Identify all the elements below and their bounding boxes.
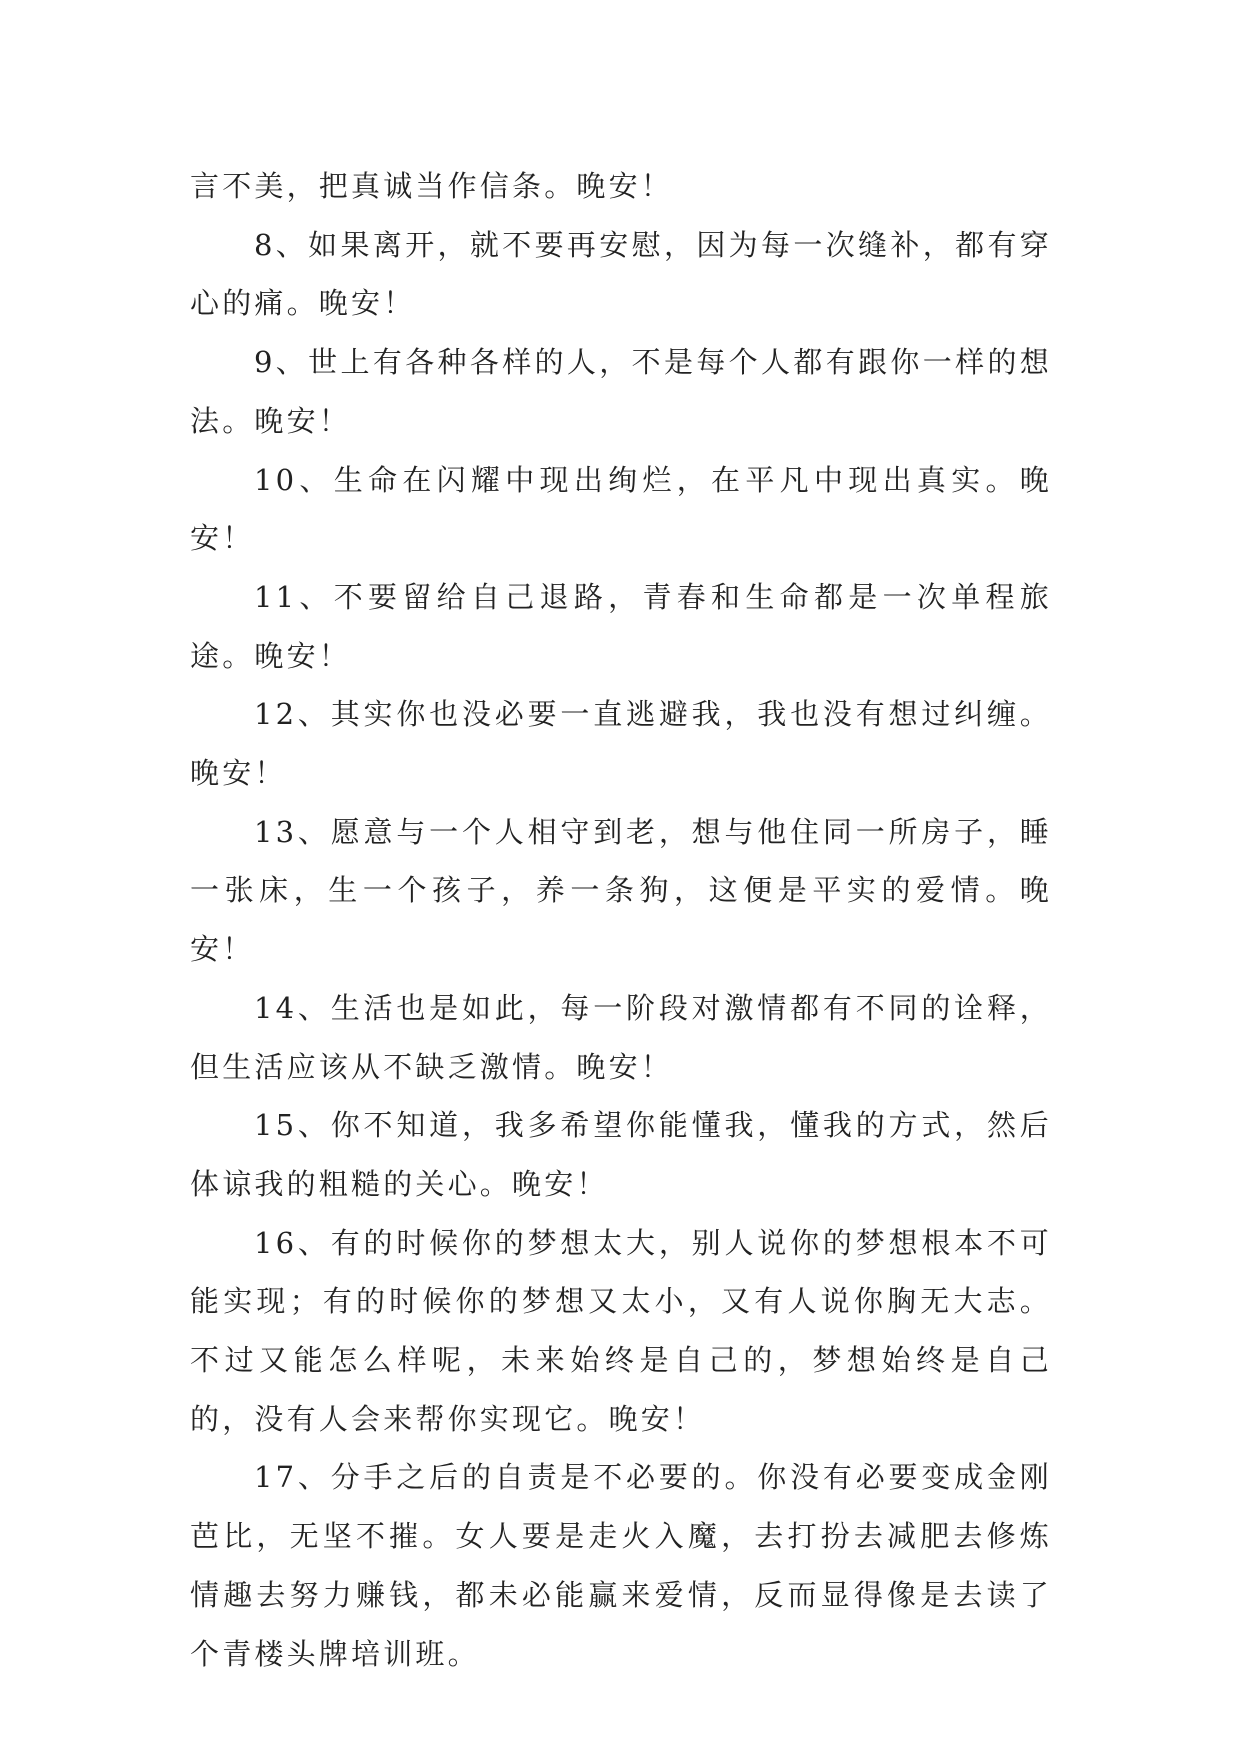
paragraph-item-8: 8、如果离开，就不要再安慰，因为每一次缝补，都有穿心的痛。晚安！ — [190, 227, 1052, 321]
paragraph-item-15: 15、你不知道，我多希望你能懂我，懂我的方式，然后体谅我的粗糙的关心。晚安！ — [190, 1108, 1052, 1201]
paragraph-continuation: 言不美，把真诚当作信条。晚安！ — [190, 169, 674, 203]
document-body — [190, 157, 1052, 1683]
paragraph-item-17: 17、分手之后的自责是不必要的。你没有必要变成金刚芭比，无坚不摧。女人要是走火入魔，去打扮去减肥去修炼情趣去努力赚钱，都未必能赢来爱情，反而显得像是去读了个青楼头牌培训班。 — [190, 1460, 1052, 1671]
paragraph-item-12: 12、其实你也没必要一直逃避我，我也没有想过纠缠。晚安！ — [190, 697, 1052, 791]
paragraph-item-14: 14、生活也是如此，每一阶段对激情都有不同的诠释，但生活应该从不缺乏激情。晚安！ — [190, 990, 1052, 1084]
paragraph-item-13: 13、愿意与一个人相守到老，想与他住同一所房子，睡一张床，生一个孩子，养一条狗，这便是平实的爱情。晚安！ — [190, 814, 1052, 967]
paragraph-item-9: 9、世上有各种各样的人，不是每个人都有跟你一样的想法。晚安！ — [190, 345, 1052, 438]
paragraph-item-11: 11、不要留给自己退路，青春和生命都是一次单程旅途。晚安！ — [190, 579, 1052, 673]
paragraph-item-16: 16、有的时候你的梦想太大，别人说你的梦想根本不可能实现；有的时候你的梦想又太小，又有人说你胸无大志。不过又能怎么样呢，未来始终是自己的，梦想始终是自己的，没有人会来帮你实现它。晚安！ — [190, 1225, 1052, 1436]
paragraph-item-10: 10、生命在闪耀中现出绚烂，在平凡中现出真实。晚安！ — [190, 462, 1052, 556]
